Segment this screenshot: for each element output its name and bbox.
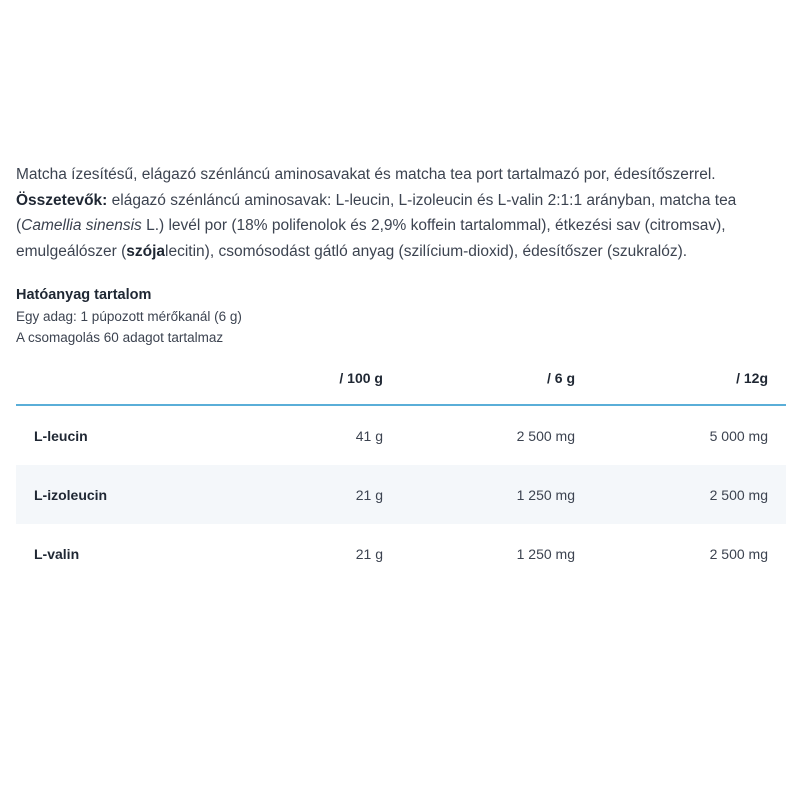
row-per6: 2 500 mg [516,427,575,444]
table-header-row [16,370,786,405]
product-description [16,162,786,264]
table-row [16,405,786,465]
header-per6: / 6 g [401,370,593,405]
table-row [16,524,786,583]
ingredients-text-1: elágazó szénláncú aminosavak: L-leucin, L-izoleucin és L-valin 2:1:1 arányban, matcha tea ( [16,191,737,234]
row-per100: 21 g [355,545,383,562]
row-per12: 2 500 mg [593,465,786,524]
header-per100: / 100 g [216,370,401,405]
row-name: L-leucin [34,427,88,444]
description-line: Matcha ízesítésű, elágazó szénláncú aminosavakat és matcha tea port tartalmazó por, édesítőszerrel. [16,166,716,183]
header-per12: / 12g [593,370,786,405]
row-per100: 41 g [355,427,383,444]
product-info [16,162,786,583]
nutrition-table [16,370,786,583]
header-name [16,370,216,405]
active-content-title: Hatóanyag tartalom [16,287,152,303]
row-per6: 1 250 mg [516,545,575,562]
row-per100: 21 g [216,465,401,524]
package-info: A csomagolás 60 adagot tartalmaz [16,330,224,345]
serving-size: Egy adag: 1 púpozott mérőkanál (6 g) [16,309,242,324]
row-name: L-valin [34,545,80,562]
table-row [16,465,786,524]
ingredients-label: Összetevők: [16,191,108,209]
ingredients-text-3: lecitin), csomósodást gátló anyag (szilícium-dioxid), édesítőszer (szukralóz). [165,242,688,260]
row-name: L-izoleucin [16,465,216,524]
ingredients-text-2: L.) levél por (18% polifenolok és 2,9% koffein tartalommal), étkezési sav (citromsav), emulgeálószer ( [16,217,726,260]
row-per6: 1 250 mg [401,465,593,524]
allergen-soy: szója [126,242,166,260]
ingredients-italic: Camellia sinensis [21,217,142,234]
row-per12: 2 500 mg [709,545,768,562]
row-per12: 5 000 mg [709,427,768,444]
